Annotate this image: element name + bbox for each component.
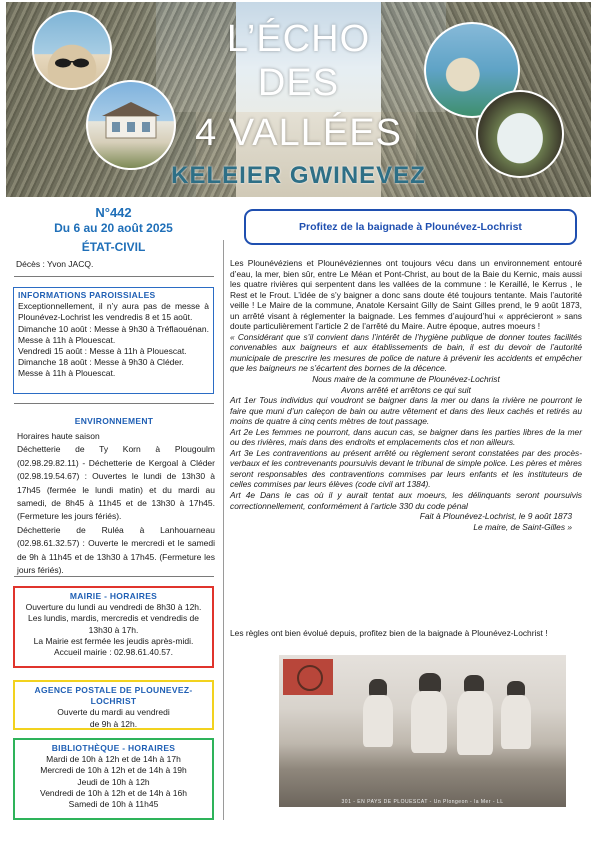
- vintage-bathers-postcard-photo: [279, 655, 566, 807]
- environnement-line: Horaires haute saison: [17, 431, 100, 441]
- postage-stamp-icon: [283, 659, 333, 695]
- informations-title: INFORMATIONS PAROISSIALES: [18, 290, 156, 300]
- arrete-article-4: Art 4e Dans le cas où il y aurait tentat aux moeurs, les délinquants seront poursuivis correctionnellement, conformément à l’article 330 du code pénal: [230, 490, 582, 511]
- article-closing: Les règles ont bien évolué depuis, profitez bien de la baignade à Plounévez-Lochrist !: [230, 628, 548, 638]
- section-divider: [14, 576, 214, 577]
- arrete-article-2: Art 2e Les femmes ne pourront, dans aucun cas, se baigner dans les parties libres de la mer ou des rivières, mais dans des endroits et emplacements clos et non ailleurs.: [230, 426, 582, 448]
- masthead-title-line-2: DES: [257, 62, 340, 104]
- deces-text: Décès : Yvon JACQ.: [16, 259, 94, 269]
- agence-title: AGENCE POSTALE DE PLOUNEVEZ-LOCHRIST: [34, 685, 193, 707]
- informations-line: Vendredi 15 août : Messe à 11h à Plouescat.: [18, 346, 187, 357]
- mairie-line: Ouverture du lundi au vendredi de 8h30 à 12h. Les lundis, mardis, mercredis et vendredis de 13h30 à 17h.: [25, 602, 202, 635]
- arrete-signature-date: Fait à Plounévez-Lochrist, le 9 août 1873: [419, 511, 572, 522]
- environnement-text: [17, 430, 215, 577]
- informations-line: Dimanche 18 août : Messe à 9h30 à Cléder. Messe à 11h à Plouescat.: [18, 357, 184, 379]
- bibliotheque-line: Mercredi de 10h à 12h et de 14h à 19h: [40, 765, 187, 776]
- bather-figure: [419, 673, 441, 693]
- environnement-line: Déchetterie de Ruléa à Lanhouarneau (02.98.61.32.57) : Ouverte le mercredi et le samedi de 9h à 11h45 et de 13h30 à 17h45. (Fermeture les jours fériés).: [17, 524, 215, 576]
- arrete-article-3: Art 3e Les contraventions au présent arrêté ou règlement seront constatées par des procès-verbaux et les contrevenants poursuivis devant le tribunal de simple police. Les pères et mères seront responsables des contraventions commises par leurs enfants et les instituteurs de celles commises par leurs élèves (code civil art 1384).: [230, 447, 582, 490]
- bather-figure: [501, 695, 531, 749]
- column-divider: [223, 240, 224, 820]
- article-intro: Les Plounévéziens et Plounévéziennes ont toujours vécu dans un environnement entouré d’eau, la mer, bien sûr, entre Le Méan et Pont-Christ, au bout de la Baie du Kernic, mais aussi les quatre rivières qui serpentent dans les vallées de la commune : le Keraillé, le Kerrus , le Rest et le Frout. L’idée de s’y baigner a donc sans doute été toujours tentante. Mais l’autorité veille ! Le Maire de la commune, Anatole Kersaint Gilly de Saint Gilles prend, le 9 août 1873, un arrêté visant à réglementer la baignade. Les femmes d’aujourd’hui « apprécieront » sans doute particulièrement l’article 2 de l’arrêté du Maire. Autre époque, autres moeurs !: [230, 258, 582, 332]
- arrete-preamble: « Considérant que s’il convient dans l’intérêt de l’hygiène publique de donner toutes facilités convenables aux baigneurs et aux établissements de bain, il est du devoir de l’autorité municipale de prescrire les mesures de police de nature à prévenir les accidents et empêcher que les baigneurs ne s’écartent des bornes de la décence.: [230, 331, 582, 374]
- agence-line: Ouverte du mardi au vendredi: [57, 707, 170, 718]
- bibliotheque-line: Vendredi de 10h à 12h et de 14h à 16h: [40, 787, 187, 798]
- bibliotheque-line: Mardi de 10h à 12h et de 14h à 17h: [46, 754, 181, 765]
- arrete-nous-maire: Nous maire de la commune de Plounévez-Lochrist: [312, 374, 500, 385]
- masthead-subtitle: KELEIER GWINEVEZ: [171, 162, 426, 189]
- environnement-title: ENVIRONNEMENT: [74, 416, 154, 426]
- bibliotheque-line: Samedi de 10h à 11h45: [68, 799, 159, 810]
- bibliotheque-line: Jeudi de 10h à 12h: [77, 776, 150, 787]
- agence-postale-box: [13, 680, 214, 730]
- article-body: [230, 258, 582, 532]
- masthead-title-line-3: 4 VALLÉES: [195, 112, 402, 154]
- arrete-article-1: Art 1er Tous individus qui voudront se baigner dans la mer ou dans la rivière ne pourront le faire que muni d’un caleçon de bain ou autre vêtement et dans des lieux cachés et retirés au moins de quatre à cinq cents mètres de tout passage.: [230, 395, 582, 427]
- mairie-line: Accueil mairie : 02.98.61.40.57.: [53, 647, 174, 658]
- bibliotheque-title: BIBLIOTHÈQUE - HORAIRES: [51, 743, 176, 753]
- section-divider: [14, 403, 214, 404]
- arrete-avons-arrete: Avons arrêté et arrêtons ce qui suit: [341, 384, 471, 395]
- bather-figure: [411, 691, 447, 753]
- agence-line: de 9h à 12h.: [89, 718, 138, 729]
- informations-line: Exceptionnellement, il n’y aura pas de messe à Plounévez-Lochrist les vendredis 8 et 15 août.: [18, 301, 209, 323]
- arrete-signature-name: Le maire, de Saint-Gilles »: [473, 521, 572, 532]
- issue-number: N°442: [95, 205, 132, 220]
- etat-civil-title: ÉTAT-CIVIL: [81, 240, 146, 254]
- article-headline: Profitez de la baignade à Plounévez-Lochrist: [299, 221, 522, 233]
- masthead-banner: [6, 2, 591, 197]
- postcard-caption: 301 - EN PAYS DE PLOUESCAT - Un Plongeon - la Mer - LL: [341, 799, 504, 805]
- section-divider: [14, 276, 214, 277]
- informations-line: Dimanche 10 août : Messe à 9h30 à Tréflaouénan. Messe à 11h à Plouescat.: [18, 323, 209, 345]
- informations-paroissiales-box: [13, 287, 214, 394]
- bather-figure: [363, 695, 393, 747]
- article-headline-box: [244, 209, 577, 245]
- bibliotheque-horaires-box: [13, 738, 214, 820]
- mairie-title: MAIRIE - HORAIRES: [69, 591, 158, 601]
- issue-dates: Du 6 au 20 août 2025: [54, 221, 173, 235]
- mairie-line: La Mairie est fermée les jeudis après-midi.: [33, 635, 194, 646]
- masthead-title-line-1: L’ÉCHO: [226, 18, 371, 60]
- environnement-line: Déchetterie de Ty Korn à Plougoulm (02.98.29.82.11) - Déchetterie de Kergoal à Cléder (02.98.19.54.67) : Ouvertes le lundi de 13h30 à 17h45 (fermée le lundi matin) et du mardi au samedi, de 8h45 à 11h45 et de 13h30 à 17h45. (Fermeture les jours fériés).: [17, 444, 215, 522]
- bather-figure: [457, 691, 493, 755]
- mairie-horaires-box: [13, 586, 214, 668]
